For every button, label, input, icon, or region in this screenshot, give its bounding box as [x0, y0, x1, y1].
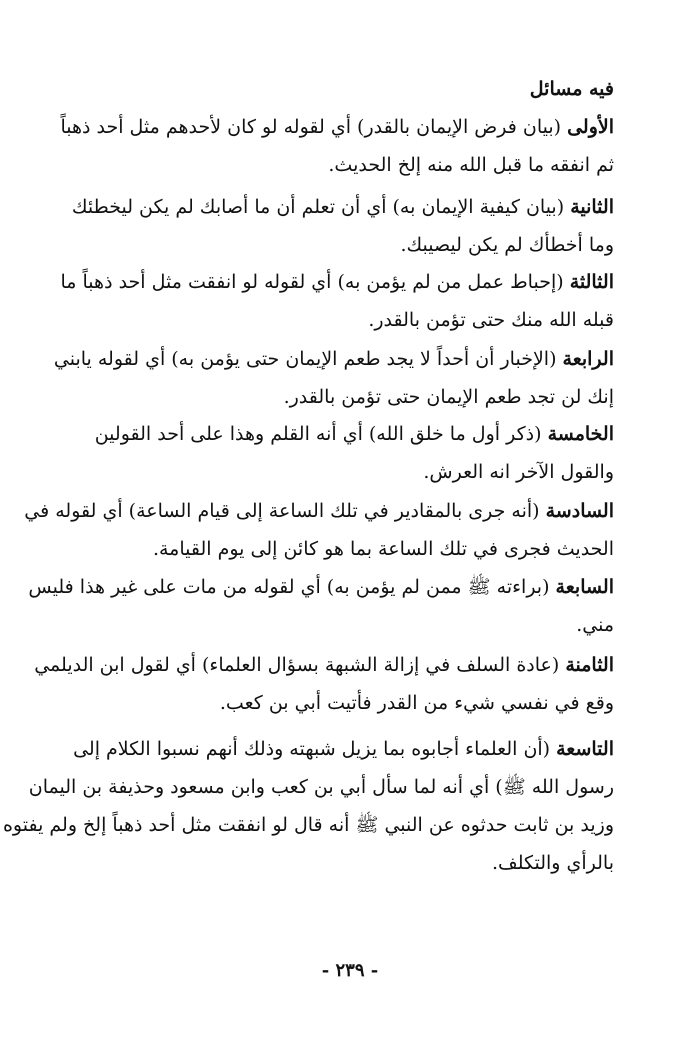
paragraph-line: الحديث فجرى في تلك الساعة بما هو كائن إلى يوم القيامة. — [152, 538, 614, 560]
paragraph-line — [53, 340, 614, 378]
paragraph-line: وقع في نفسي شيء من القدر فأتيت أبي بن كعب. — [219, 692, 614, 714]
paragraph-line — [28, 568, 614, 606]
issue-paragraph-2 — [71, 188, 614, 264]
paragraph-line — [94, 415, 614, 453]
issue-text: (عادة السلف في إزالة الشبهة بسؤال العلماء) أي لقول ابن الديلمي — [34, 654, 566, 676]
issue-number: الثانية — [570, 196, 614, 218]
issue-text: (أنه جرى بالمقادير في تلك الساعة إلى قيام الساعة) أي لقوله في — [24, 500, 546, 522]
issue-paragraph-5 — [94, 415, 614, 491]
paragraph-line — [73, 730, 614, 768]
issue-text: (الإخبار أن أحداً لا يجد طعم الإيمان حتى يؤمن به) أي لقوله يابني — [53, 348, 563, 370]
paragraph-line: والقول الآخر انه العرش. — [423, 461, 614, 483]
issue-text: (إحباط عمل من لم يؤمن به) أي لقوله لو انفقت مثل أحد ذهباً ما — [60, 271, 570, 293]
issue-number: السادسة — [545, 500, 614, 522]
issue-text: (براءته ﷺ ممن لم يؤمن به) أي لقوله من مات على غير هذا فليس — [28, 576, 556, 598]
issue-paragraph-4 — [53, 340, 614, 416]
paragraph-line — [71, 188, 614, 226]
issue-paragraph-9 — [2, 730, 614, 882]
paragraph-line — [60, 263, 614, 301]
paragraph-line — [60, 108, 614, 146]
issue-paragraph-7 — [28, 568, 614, 644]
paragraph-line: رسول الله ﷺ) أي أنه لما سأل أبي بن كعب وابن مسعود وحذيفة بن اليمان — [28, 776, 614, 798]
issue-paragraph-3 — [60, 263, 614, 339]
paragraph-line — [34, 646, 614, 684]
paragraph-line: وزيد بن ثابت حدثوه عن النبي ﷺ أنه قال لو انفقت مثل أحد ذهباً إلخ ولم يفتوه — [2, 814, 614, 836]
issue-paragraph-1 — [60, 108, 614, 184]
issue-number: الأولى — [567, 116, 614, 138]
paragraph-line: وما أخطأك لم يكن ليصيبك. — [400, 234, 614, 256]
paragraph-line: ثم انفقه ما قبل الله منه إلخ الحديث. — [328, 154, 614, 176]
issue-paragraph-8 — [34, 646, 614, 722]
paragraph-line: مني. — [576, 614, 614, 636]
issue-text: (بيان كيفية الإيمان به) أي أن تعلم أن ما أصابك لم يكن ليخطئك — [71, 196, 571, 218]
issue-number: الثالثة — [569, 271, 614, 293]
paragraph-line: بالرأي والتكلف. — [491, 852, 614, 874]
issue-paragraph-6 — [24, 492, 614, 568]
issue-number: الرابعة — [562, 348, 614, 370]
paragraph-line — [24, 492, 614, 530]
issue-text: (أن العلماء أجابوه بما يزيل شبهته وذلك أنهم نسبوا الكلام إلى — [73, 738, 557, 760]
section-heading: فيه مسائل — [529, 78, 614, 100]
page-number: - ٢٣٩ - — [321, 960, 379, 981]
issue-number: السابعة — [555, 576, 614, 598]
issue-text: (ذكر أول ما خلق الله) أي أنه القلم وهذا على أحد القولين — [94, 423, 548, 445]
issue-number: الثامنة — [565, 654, 614, 676]
issue-text: (بيان فرض الإيمان بالقدر) أي لقوله لو كان لأحدهم مثل أحد ذهباً — [60, 116, 568, 138]
paragraph-line: قبله الله منك حتى تؤمن بالقدر. — [368, 309, 614, 331]
issue-number: الخامسة — [547, 423, 614, 445]
issue-number: التاسعة — [556, 738, 614, 760]
paragraph-line: إنك لن تجد طعم الإيمان حتى تؤمن بالقدر. — [283, 386, 614, 408]
